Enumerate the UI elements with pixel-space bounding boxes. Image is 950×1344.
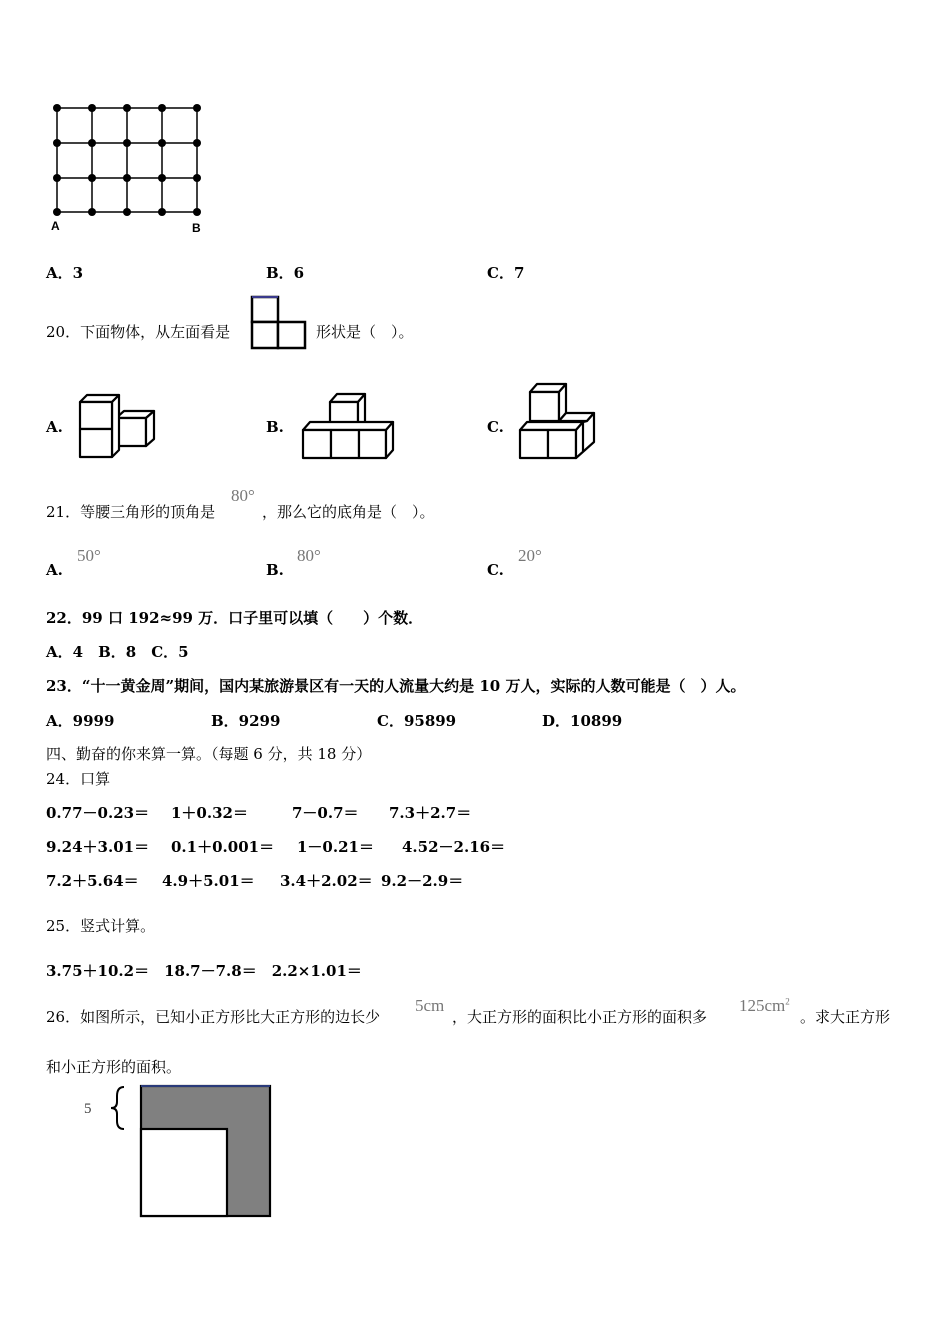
q20-prefix: 20．下面物体，从左面看是 bbox=[46, 323, 231, 341]
q25-expressions: 3.75＋10.2＝ 18.7－7.8＝ 2.2×1.01＝ bbox=[46, 962, 362, 980]
q20-option-b[interactable]: B. bbox=[266, 418, 284, 436]
q23-option-b[interactable]: B．9299 bbox=[211, 712, 281, 730]
q23-text: 23．“十一黄金周”期间，国内某旅游景区有一天的人流量大约是 10 万人，实际的人数可能是（ ）人。 bbox=[46, 677, 746, 695]
q26-prefix: 26．如图所示，已知小正方形比大正方形的边长少 bbox=[46, 1008, 381, 1026]
dot-grid-figure bbox=[45, 98, 215, 238]
q20-suffix: 形状是（ ）。 bbox=[316, 323, 414, 341]
q21-option-b[interactable]: B. bbox=[266, 561, 284, 579]
q24-r2-c3: 1－0.21＝ bbox=[297, 838, 374, 856]
point-a-label: A bbox=[51, 219, 60, 233]
q26-side-difference: 5cm bbox=[415, 996, 445, 1015]
q24-r2-c1: 9.24＋3.01＝ bbox=[46, 838, 150, 856]
q24-r1-c2: 1＋0.32＝ bbox=[171, 804, 248, 822]
q21-option-c[interactable]: C. bbox=[487, 561, 504, 579]
q24-r1-c4: 7.3＋2.7＝ bbox=[389, 804, 472, 822]
q21-option-c-value: 20° bbox=[518, 546, 542, 565]
q19-option-c[interactable]: C．7 bbox=[487, 264, 525, 282]
q20-option-c[interactable]: C. bbox=[487, 418, 504, 436]
q24-r3-c3: 3.4＋2.02＝ bbox=[280, 872, 373, 890]
q24-r2-c2: 0.1＋0.001＝ bbox=[171, 838, 275, 856]
q22-text: 22．99 口 192≈99 万．口子里可以填（ ）个数． bbox=[46, 609, 424, 627]
q24-title: 24．口算 bbox=[46, 770, 111, 788]
q19-option-b[interactable]: B．6 bbox=[266, 264, 305, 282]
q26-area-difference bbox=[739, 996, 790, 1016]
q26-middle: ，大正方形的面积比小正方形的面积多 bbox=[452, 1008, 708, 1026]
square-figure-side-label: 5 bbox=[84, 1101, 92, 1117]
cube-figure-a bbox=[76, 390, 158, 462]
q24-r2-c4: 4.52－2.16＝ bbox=[402, 838, 506, 856]
q21-option-b-value: 80° bbox=[297, 546, 321, 565]
q24-r3-c4: 9.2－2.9＝ bbox=[381, 872, 464, 890]
q26-line2: 和小正方形的面积。 bbox=[46, 1058, 182, 1076]
q19-option-a[interactable]: A．3 bbox=[46, 264, 84, 282]
cube-figure-c bbox=[517, 380, 599, 464]
q22-options[interactable]: A．4 B．8 C．5 bbox=[46, 643, 189, 661]
q26-suffix: 。求大正方形 bbox=[800, 1008, 891, 1026]
q21-option-a-value: 50° bbox=[77, 546, 101, 565]
q21-suffix: ，那么它的底角是（ ）。 bbox=[262, 503, 435, 521]
q24-r3-c1: 7.2＋5.64＝ bbox=[46, 872, 139, 890]
section-4-title: 四、勤奋的你来算一算。（每题 6 分，共 18 分） bbox=[46, 745, 372, 763]
q23-option-d[interactable]: D．10899 bbox=[542, 712, 623, 730]
left-view-shape bbox=[250, 294, 308, 352]
q21-option-a[interactable]: A. bbox=[46, 561, 63, 579]
q26-area-value: 125cm bbox=[739, 996, 786, 1015]
q23-option-a[interactable]: A．9999 bbox=[46, 712, 115, 730]
q23-option-c[interactable]: C．95899 bbox=[377, 712, 457, 730]
cube-figure-b bbox=[300, 390, 400, 462]
q24-r3-c2: 4.9＋5.01＝ bbox=[162, 872, 255, 890]
q21-prefix: 21．等腰三角形的顶角是 bbox=[46, 503, 216, 521]
q25-title: 25．竖式计算。 bbox=[46, 917, 156, 935]
point-b-label: B bbox=[192, 221, 201, 235]
q20-option-a[interactable]: A. bbox=[46, 418, 63, 436]
q21-vertex-angle: 80° bbox=[231, 486, 255, 505]
q24-r1-c3: 7－0.7＝ bbox=[292, 804, 359, 822]
q24-r1-c1: 0.77－0.23＝ bbox=[46, 804, 150, 822]
q26-area-exponent: 2 bbox=[785, 996, 790, 1007]
square-figure bbox=[78, 1080, 278, 1225]
